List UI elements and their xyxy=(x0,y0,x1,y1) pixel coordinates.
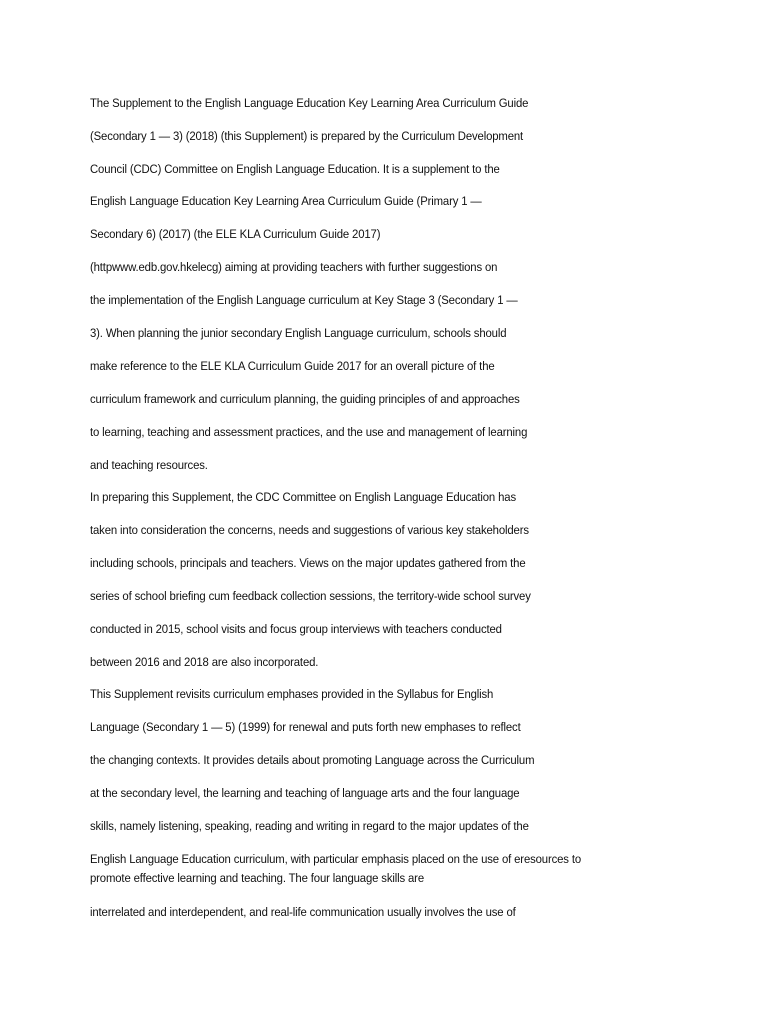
text-line: and teaching resources. xyxy=(90,458,208,472)
text-line: curriculum framework and curriculum planning, the guiding principles of and approaches xyxy=(90,392,520,406)
text-line: interrelated and interdependent, and real-life communication usually involves the use of xyxy=(90,905,516,919)
text-line: make reference to the ELE KLA Curriculum Guide 2017 for an overall picture of the xyxy=(90,359,495,373)
text-line: Secondary 6) (2017) (the ELE KLA Curriculum Guide 2017) xyxy=(90,227,381,241)
text-line: the changing contexts. It provides details about promoting Language across the Curriculum xyxy=(90,753,535,767)
text-line: between 2016 and 2018 are also incorporated. xyxy=(90,655,319,669)
text-line: the implementation of the English Language curriculum at Key Stage 3 (Secondary 1 — xyxy=(90,293,518,307)
text-line: promote effective learning and teaching. The four language skills are xyxy=(90,871,424,885)
text-line: This Supplement revisits curriculum emphases provided in the Syllabus for English xyxy=(90,687,494,701)
text-line: In preparing this Supplement, the CDC Committee on English Language Education has xyxy=(90,490,516,504)
text-line: English Language Education curriculum, with particular emphasis placed on the use of eresources to xyxy=(90,852,582,866)
text-line: series of school briefing cum feedback collection sessions, the territory-wide school survey xyxy=(90,589,531,603)
text-line: Council (CDC) Committee on English Language Education. It is a supplement to the xyxy=(90,162,500,176)
text-line: The Supplement to the English Language Education Key Learning Area Curriculum Guide xyxy=(90,96,529,110)
text-line: 3). When planning the junior secondary English Language curriculum, schools should xyxy=(90,326,507,340)
text-line: to learning, teaching and assessment practices, and the use and management of learning xyxy=(90,425,528,439)
text-line: Language (Secondary 1 — 5) (1999) for renewal and puts forth new emphases to reflect xyxy=(90,720,521,734)
text-line: (Secondary 1 — 3) (2018) (this Supplement) is prepared by the Curriculum Development xyxy=(90,129,524,143)
text-line: conducted in 2015, school visits and focus group interviews with teachers conducted xyxy=(90,622,502,636)
text-line: at the secondary level, the learning and teaching of language arts and the four language xyxy=(90,786,520,800)
text-line: (httpwww.edb.gov.hkelecg) aiming at providing teachers with further suggestions on xyxy=(90,260,498,274)
text-line: including schools, principals and teachers. Views on the major updates gathered from the xyxy=(90,556,526,570)
text-line: taken into consideration the concerns, needs and suggestions of various key stakeholders xyxy=(90,523,529,537)
text-line: skills, namely listening, speaking, reading and writing in regard to the major updates of the xyxy=(90,819,529,833)
text-line: English Language Education Key Learning Area Curriculum Guide (Primary 1 — xyxy=(90,194,482,208)
